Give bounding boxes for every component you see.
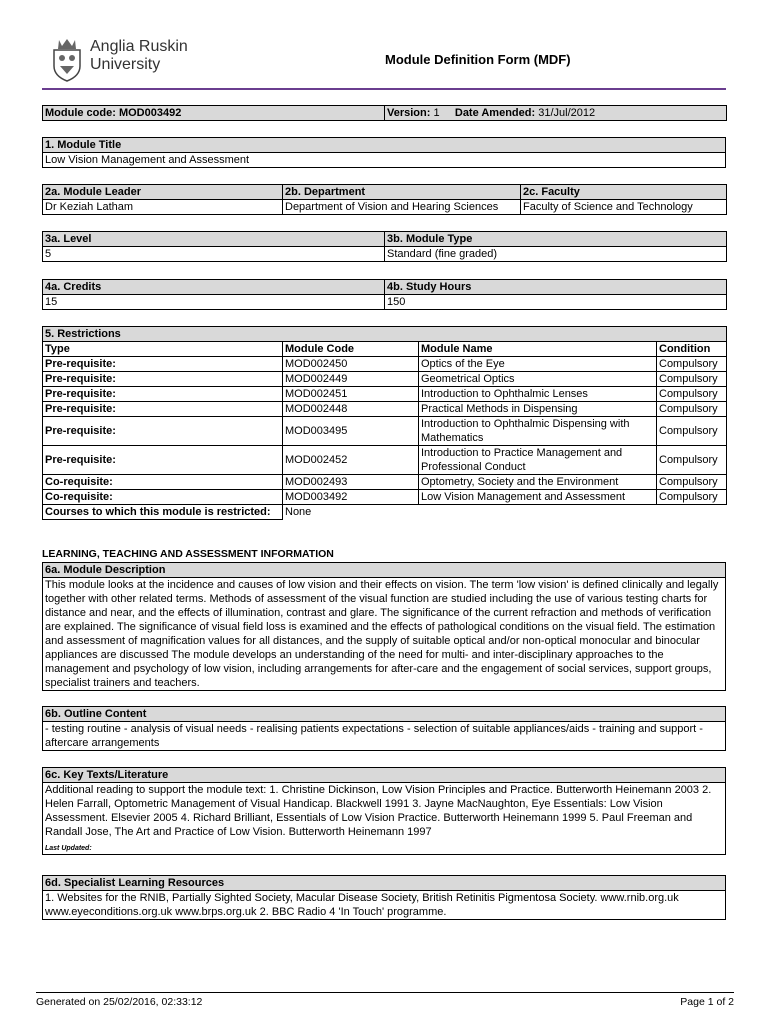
restriction-condition: Compulsory — [657, 357, 727, 372]
texts-cell — [43, 783, 726, 855]
restriction-name: Geometrical Optics — [419, 372, 657, 387]
outline-label: 6b. Outline Content — [43, 707, 726, 722]
restriction-condition: Compulsory — [657, 387, 727, 402]
texts-text: Additional reading to support the module text: 1. Christine Dickinson, Low Vision Principles and Practice. Butterworth Heinemann 2003 2. Helen Farrall, Optometric Management of Visual Handicap. Blackwell 1991 3. Jayne MacNaughton, Eye Essentials: Low Vision Assessment. Elsevier 2005 4. Richard Brilliant, Essentials of Low Vision Practice. Butterworth Heinemann 1999 5. Paul Freeman and Randall Jose, The Art and Practice of Low Vision. Butterworth Heinemann 1997 — [45, 784, 712, 838]
restriction-code: MOD002449 — [283, 372, 419, 387]
restriction-type: Co-requisite: — [43, 490, 283, 505]
department-value: Department of Vision and Hearing Sciences — [283, 200, 521, 215]
table-row — [43, 387, 727, 402]
table-row — [43, 372, 727, 387]
resources-text: 1. Websites for the RNIB, Partially Sighted Society, Macular Disease Society, British Retinitis Pigmentosa Society. www.rnib.org.uk www.eyeconditions.org.uk www.brps.org.uk 2. BBC Radio 4 'In Touch' programme. — [43, 891, 726, 920]
module-type-label: 3b. Module Type — [385, 232, 727, 247]
restriction-name: Introduction to Ophthalmic Lenses — [419, 387, 657, 402]
table-row — [43, 490, 727, 505]
restriction-condition: Compulsory — [657, 446, 727, 475]
university-name: Anglia Ruskin University — [90, 38, 188, 73]
restriction-name: Introduction to Practice Management and Professional Conduct — [419, 446, 657, 475]
table-row — [43, 446, 727, 475]
resources-label: 6d. Specialist Learning Resources — [43, 876, 726, 891]
restriction-type: Pre-requisite: — [43, 417, 283, 446]
restriction-type: Co-requisite: — [43, 475, 283, 490]
table-row — [43, 357, 727, 372]
faculty-label: 2c. Faculty — [521, 185, 727, 200]
courses-restricted-label: Courses to which this module is restricted: — [43, 505, 283, 520]
level-label: 3a. Level — [43, 232, 385, 247]
restriction-name: Optics of the Eye — [419, 357, 657, 372]
module-title-label: 1. Module Title — [43, 138, 726, 153]
texts-label: 6c. Key Texts/Literature — [43, 768, 726, 783]
restriction-type: Pre-requisite: — [43, 446, 283, 475]
level-value: 5 — [43, 247, 385, 262]
restriction-code: MOD003495 — [283, 417, 419, 446]
outline-table — [42, 706, 726, 751]
restrictions-label: 5. Restrictions — [43, 327, 727, 342]
restriction-code: MOD002452 — [283, 446, 419, 475]
leader-table — [42, 184, 727, 215]
generated-timestamp: Generated on 25/02/2016, 02:33:12 — [36, 996, 203, 1008]
restriction-code: MOD002493 — [283, 475, 419, 490]
restrictions-table — [42, 326, 727, 520]
footer-rule — [36, 992, 734, 993]
module-code: Module code: MOD003492 — [43, 106, 385, 121]
table-row — [43, 402, 727, 417]
module-code-table — [42, 105, 727, 121]
restriction-code: MOD002450 — [283, 357, 419, 372]
credits-value: 15 — [43, 295, 385, 310]
outline-text: - testing routine - analysis of visual needs - realising patients expectations - selection of suitable appliances/aids - training and support - aftercare arrangements — [43, 722, 726, 751]
faculty-value: Faculty of Science and Technology — [521, 200, 727, 215]
description-text: This module looks at the incidence and causes of low vision and their effects on vision. The term 'low vision' is defined clinically and legally together with other related terms. Methods of assessment of the visual function are studied including the use of various testing charts for distance and near, and the effects of illumination, contrast and glare. The significance of the current refraction and methods of verification are explained. The significance of visual field loss is examined and the effects of pathological conditions on the visual field. The estimation and assessment of magnification values for all distances, and the supply of suitable optical and/or non-optical monocular and binocular appliances are discussed The module develops an understanding of the need for multi- and inter-disciplinary approaches to the management and psychology of low vision, including arrangements for after-care and the engagement of social services, support groups, specialist trainers and teachers. — [43, 578, 726, 691]
restriction-type: Pre-requisite: — [43, 372, 283, 387]
header-rule — [42, 88, 726, 90]
restriction-name: Practical Methods in Dispensing — [419, 402, 657, 417]
restriction-code: MOD003492 — [283, 490, 419, 505]
restriction-condition: Compulsory — [657, 490, 727, 505]
lta-heading: LEARNING, TEACHING AND ASSESSMENT INFORMATION — [42, 548, 334, 560]
university-logo — [50, 36, 210, 84]
texts-table — [42, 767, 726, 855]
restriction-code: MOD002451 — [283, 387, 419, 402]
module-title-value: Low Vision Management and Assessment — [43, 153, 726, 168]
restriction-name: Introduction to Ophthalmic Dispensing with Mathematics — [419, 417, 657, 446]
table-row — [43, 475, 727, 490]
restriction-type: Pre-requisite: — [43, 387, 283, 402]
study-hours-value: 150 — [385, 295, 727, 310]
version-date: Version: 1 Date Amended: 31/Jul/2012 — [385, 106, 727, 121]
restriction-code: MOD002448 — [283, 402, 419, 417]
credits-label: 4a. Credits — [43, 280, 385, 295]
restriction-condition: Compulsory — [657, 475, 727, 490]
level-table — [42, 231, 727, 262]
col-header-code: Module Code — [283, 342, 419, 357]
last-updated: Last Updated: — [45, 845, 92, 852]
module-title-table — [42, 137, 726, 168]
restriction-condition: Compulsory — [657, 417, 727, 446]
resources-table — [42, 875, 726, 920]
form-title: Module Definition Form (MDF) — [385, 52, 571, 67]
department-label: 2b. Department — [283, 185, 521, 200]
table-row — [43, 417, 727, 446]
module-type-value: Standard (fine graded) — [385, 247, 727, 262]
restriction-type: Pre-requisite: — [43, 357, 283, 372]
col-header-name: Module Name — [419, 342, 657, 357]
description-label: 6a. Module Description — [43, 563, 726, 578]
page-number: Page 1 of 2 — [680, 996, 734, 1008]
description-table — [42, 562, 726, 691]
crest-icon — [50, 36, 84, 82]
col-header-condition: Condition — [657, 342, 727, 357]
restriction-type: Pre-requisite: — [43, 402, 283, 417]
restriction-name: Low Vision Management and Assessment — [419, 490, 657, 505]
col-header-type: Type — [43, 342, 283, 357]
restriction-condition: Compulsory — [657, 402, 727, 417]
leader-label: 2a. Module Leader — [43, 185, 283, 200]
study-hours-label: 4b. Study Hours — [385, 280, 727, 295]
restriction-condition: Compulsory — [657, 372, 727, 387]
courses-restricted-value: None — [283, 505, 727, 520]
leader-value: Dr Keziah Latham — [43, 200, 283, 215]
restriction-name: Optometry, Society and the Environment — [419, 475, 657, 490]
credits-table — [42, 279, 727, 310]
